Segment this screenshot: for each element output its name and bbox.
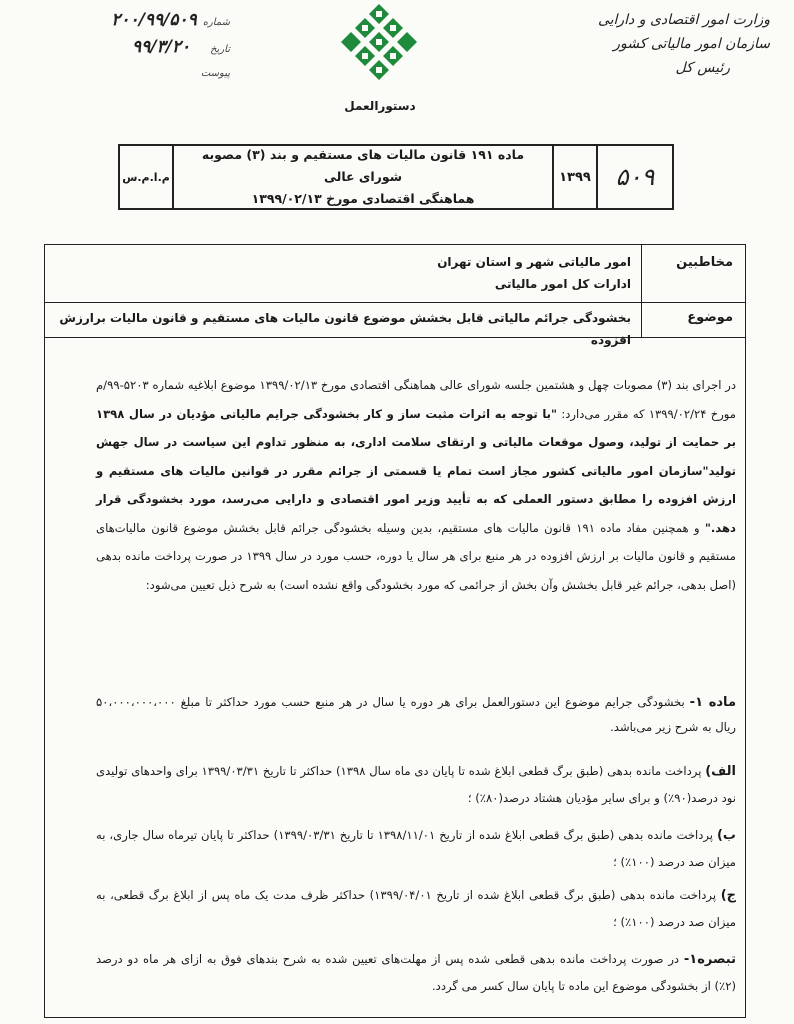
ministry-header: [560, 8, 770, 80]
attachment-row: [30, 62, 230, 86]
circular-number: ۵۰۹: [596, 146, 672, 208]
number-row: [30, 8, 230, 35]
preamble-paragraph: [96, 371, 736, 599]
ministry-line-3: رئیس کل: [675, 60, 730, 76]
subject-value: بخشودگی جرائم مالیاتی قابل بخشش موضوع قانون مالیات های مستقیم و قانون مالیات برارزش افزوده: [59, 311, 631, 347]
recipients-value: [45, 245, 641, 302]
meta-table: [44, 244, 746, 347]
note-1-text: در صورت پرداخت مانده بدهی قطعی شده پس از مهلت‌های تعیین شده به شرح بندهای فوق به ازای هر ماه دو درصد (۲٪) از بخشودگی موضوع این ماده تا پایان سال کسر می گردد.: [96, 952, 736, 993]
title-line-2: هماهنگی اقتصادی مورخ ۱۳۹۹/۰۲/۱۳: [251, 191, 475, 206]
recipients-line-1: امور مالیاتی شهر و استان تهران: [437, 255, 631, 269]
circular-title: [172, 146, 552, 208]
clause-jim-text: پرداخت مانده بدهی (طبق برگ قطعی ابلاغ شده از تاریخ ۱۳۹۹/۰۴/۰۱) حداکثر ظرف مدت یک ماه پس از ابلاغ برگ قطعی، به میزان صد درصد (۱۰۰٪) ؛: [96, 888, 736, 929]
tax-organization-emblem-icon: [341, 2, 417, 80]
clause-jim: [96, 882, 736, 936]
article-1-text: بخشودگی جرایم موضوع این دستورالعمل برای هر دوره یا سال در هر منبع حسب مورد حداکثر تا مبلغ ۵۰،۰۰۰،۰۰۰،۰۰۰ ریال به شرح زیر می‌باشد.: [96, 695, 736, 734]
article-1-lead: ماده ۱-: [689, 695, 736, 710]
title-line-1: ماده ۱۹۱ قانون مالیات های مستقیم و بند (۳) مصوبه شورای عالی: [201, 147, 525, 184]
doc-type-title: دستورالعمل: [344, 99, 416, 113]
subject-row: [45, 303, 745, 347]
letter-meta: [30, 8, 230, 86]
clause-be-lead: ب): [716, 828, 736, 843]
clause-be-text: پرداخت مانده بدهی (طبق برگ قطعی ابلاغ شده از تاریخ ۱۳۹۸/۱۱/۰۱ تا تاریخ ۱۳۹۹/۰۳/۳۱) حداکثر تا پایان تیرماه سال جاری، به میزان صد درصد (۱۰۰٪) ؛: [96, 828, 736, 869]
clause-be: [96, 822, 736, 876]
title-box: [118, 144, 674, 210]
number-value: ۲۰۰/۹۹/۵۰۹: [111, 10, 197, 30]
clause-jim-lead: ج): [720, 888, 736, 903]
preamble-quote: "با توجه به اثرات مثبت ساز و کار بخشودگی جرایم مالیاتی مؤدیان در سال ۱۳۹۸ بر حمایت از تولید، وصول موقعات مالیاتی و ارتقای سلامت اداری، به منظور تداوم این سیاست در سال جهش تولید"سازمان امور مالیاتی کشور مجاز است تمام یا قسمتی از جرائم مقرر در قوانین مالیات های مستقیم و ارزش افزوده را مطابق دستور العملی که به تأیید وزیر امور اقتصادی و دارایی می‌رسد، مورد بخشودگی قرار دهد.": [96, 406, 736, 535]
subject-label: موضوع: [641, 303, 745, 337]
recipients-row: [45, 245, 745, 303]
date-value: ۹۹/۳/۲۰: [132, 37, 191, 57]
date-row: [30, 35, 230, 62]
attachment-label: پیوست: [200, 68, 230, 79]
preamble-text-a: در اجرای بند (۳) مصوبات چهل و هشتمین جلسه شورای عالی هماهنگی اقتصادی مورخ ۱۳۹۹/۰۲/۱۳ موضوع ابلاغیه شماره ۵۲۰۳-۹۹/م مورخ ۱۳۹۹/۰۲/۲۴ که مقرر می‌دارد:: [96, 378, 737, 421]
clause-alef-text: پرداخت مانده بدهی (طبق برگ قطعی ابلاغ شده تا پایان دی ماه سال ۱۳۹۸) حداکثر تا تاریخ ۱۳۹۹/۰۳/۳۱ برای واحدهای تولیدی نود درصد(۹۰٪) و برای سایر مؤدیان هشتاد درصد(۸۰٪) ؛: [96, 764, 736, 805]
circular-code: م.ا.م.س: [122, 170, 170, 184]
note-1: [96, 946, 736, 1000]
clause-alef: [96, 758, 736, 812]
recipients-line-2: ادارات کل امور مالیاتی: [494, 277, 631, 291]
ministry-line-2: سازمان امور مالیاتی کشور: [613, 36, 770, 52]
ministry-line-1: وزارت امور اقتصادی و دارایی: [597, 12, 770, 28]
note-1-lead: تبصره۱-: [683, 952, 736, 967]
article-1-paragraph: [96, 690, 736, 740]
recipients-label: مخاطبین: [641, 245, 745, 302]
number-label: شماره: [202, 17, 230, 28]
circular-year: ۱۳۹۹: [552, 146, 596, 208]
clause-alef-lead: الف): [705, 764, 736, 779]
date-label: تاریخ: [210, 44, 230, 55]
preamble-text-b: و همچنین مفاد ماده ۱۹۱ قانون مالیات های مستقیم، بدین وسیله بخشودگی جرائم قابل بخشش موضوع قانون مالیات‌های مستقیم و قانون مالیات بر ارزش افزوده در هر منبع برای هر سال یا دوره، حسب مورد در سال ۱۳۹۹ در صورت پرداخت مانده بدهی (اصل بدهی، جرائم غیر قابل بخشش وآن بخش از جرائمی که مورد بخشودگی واقع نشده است) به شرح ذیل تعیین می‌شود:: [96, 520, 736, 592]
